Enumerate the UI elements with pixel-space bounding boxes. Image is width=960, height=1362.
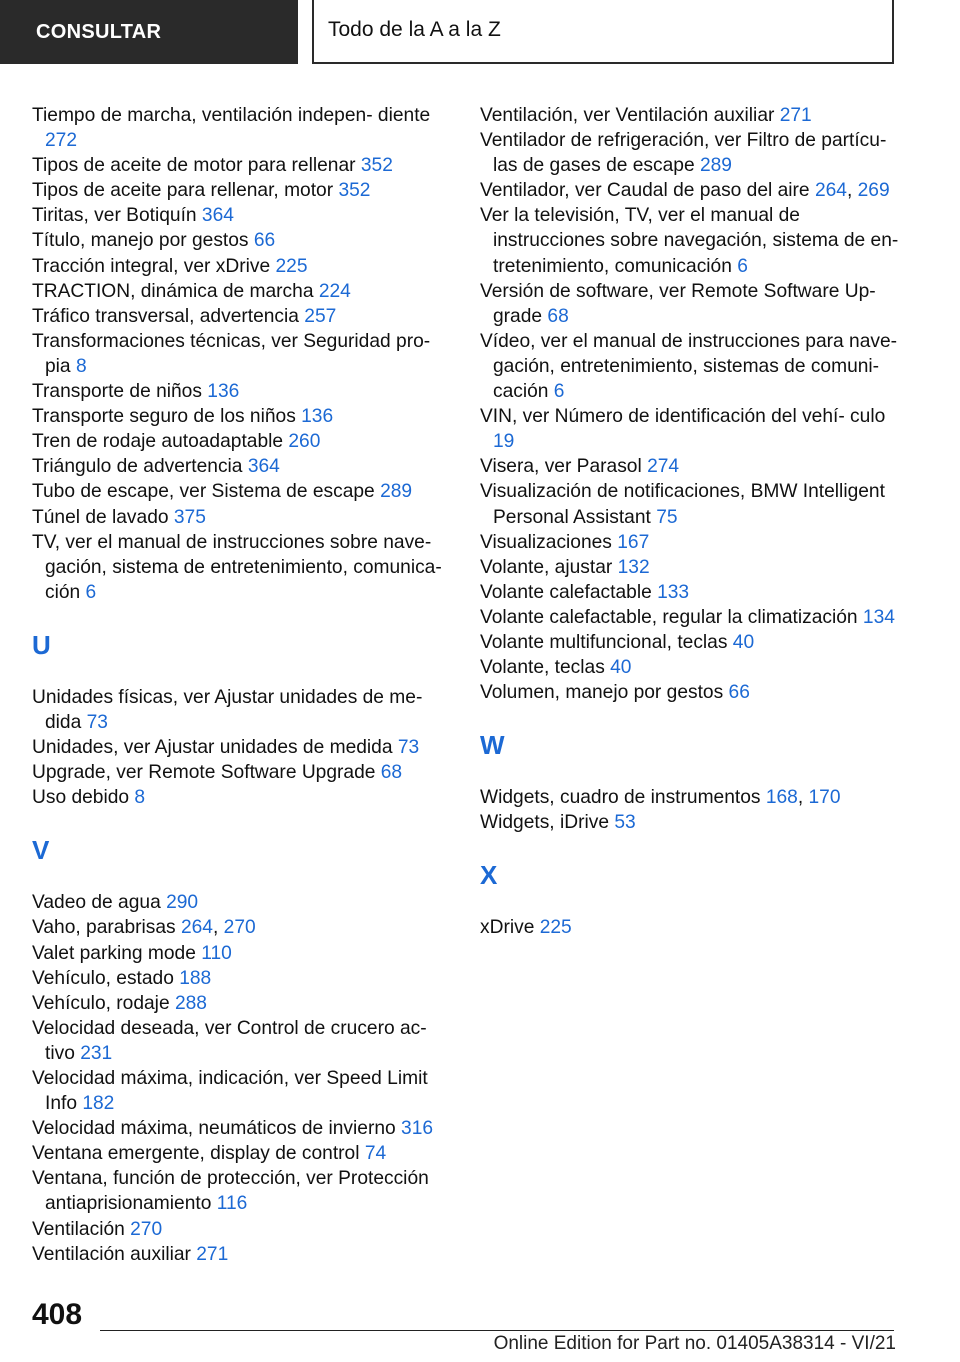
index-term: Tipos de aceite para rellenar, motor — [32, 180, 339, 202]
page-reference-link[interactable]: 170 — [808, 787, 841, 809]
index-term: Tubo de escape, ver Sistema de escape — [32, 481, 381, 503]
index-term: Ventilador de refrigeración, ver Filtro de partícu‐ las de gases de escape — [480, 130, 887, 177]
index-term: Transporte de niños — [32, 381, 208, 403]
index-term: Vehículo, estado — [32, 967, 180, 989]
index-term: Tracción integral, ver xDrive — [32, 255, 276, 277]
page-reference-link[interactable]: 364 — [201, 205, 234, 227]
page-reference-link[interactable]: 136 — [207, 381, 240, 403]
index-term: Versión de software, ver Remote Software Up‐ grade — [480, 280, 876, 327]
page-reference-link[interactable]: 272 — [45, 130, 78, 152]
page-reference-link[interactable]: 132 — [617, 556, 650, 578]
index-letter-heading: X — [480, 860, 498, 891]
index-term: Tráfico transversal, advertencia — [32, 305, 305, 327]
index-term: Volante, ajustar — [480, 556, 618, 578]
index-entry — [32, 735, 452, 760]
index-entry — [480, 203, 910, 278]
index-term: Velocidad máxima, neumáticos de invierno — [32, 1118, 402, 1140]
index-column-left — [32, 103, 452, 1267]
page-reference-link[interactable]: 75 — [656, 506, 678, 528]
index-entry — [480, 580, 910, 605]
index-entry — [32, 1016, 452, 1066]
page-reference-link[interactable]: 68 — [547, 305, 569, 327]
page-reference-link[interactable]: 269 — [857, 180, 890, 202]
index-term: Transformaciones técnicas, ver Seguridad pro‐ pia — [32, 330, 431, 377]
page-reference-link[interactable]: 19 — [493, 431, 515, 453]
page-number: 408 — [32, 1298, 83, 1331]
page-reference-link[interactable]: 274 — [647, 456, 680, 478]
index-term: Visera, ver Parasol — [480, 456, 648, 478]
index-term: Transporte seguro de los niños — [32, 406, 302, 428]
index-term: Volumen, manejo por gestos — [480, 682, 729, 704]
index-entry — [480, 329, 910, 404]
index-term: Túnel de lavado — [32, 506, 174, 528]
index-entry — [480, 605, 910, 630]
page-reference-link[interactable]: 375 — [173, 506, 206, 528]
index-entry — [32, 966, 452, 991]
index-entry — [480, 454, 910, 479]
index-entry — [480, 630, 910, 655]
index-term: Volante calefactable, regular la climatización — [480, 606, 863, 628]
index-term: Título, manejo por gestos — [32, 230, 254, 252]
index-term: Ventana emergente, display de control — [32, 1143, 365, 1165]
index-entry — [32, 454, 452, 479]
index-entry — [32, 685, 452, 735]
index-entry — [480, 479, 910, 529]
index-letter-heading: W — [480, 730, 505, 761]
index-entry — [480, 555, 910, 580]
section-tab: CONSULTAR — [0, 0, 298, 64]
page-reference-link[interactable]: 257 — [304, 305, 337, 327]
page-reference-link[interactable]: 271 — [196, 1243, 229, 1265]
index-entry — [32, 1166, 452, 1216]
page-reference-link[interactable]: 66 — [253, 230, 276, 252]
index-term: Volante, teclas — [480, 657, 611, 679]
page-reference-link[interactable]: 167 — [617, 531, 650, 553]
footer-divider — [100, 1330, 894, 1331]
index-term: Tiempo de marcha, ventilación indepen‐ diente — [32, 105, 431, 126]
index-term: Ventana, función de protección, ver Protección antiaprisionamiento — [32, 1168, 429, 1215]
index-term: VIN, ver Número de identificación del vehí‐ culo — [480, 406, 886, 428]
page-reference-link[interactable]: 225 — [275, 255, 308, 277]
index-entry — [480, 279, 910, 329]
page-reference-link[interactable]: 260 — [288, 431, 321, 453]
page-reference-link[interactable]: 288 — [174, 992, 207, 1014]
index-entry — [480, 103, 910, 128]
index-entry — [32, 404, 452, 429]
index-entry — [32, 279, 452, 304]
page-reference-link[interactable]: 270 — [223, 917, 256, 939]
page-reference-link[interactable]: 364 — [247, 456, 280, 478]
index-entry — [32, 530, 452, 605]
index-term: Ver la televisión, TV, ver el manual de instrucciones sobre navegación, sistema de en‐ tretenimiento, comunicación — [480, 205, 899, 277]
index-entry — [32, 890, 452, 915]
index-term: Tiritas, ver Botiquín — [32, 205, 202, 227]
page-reference-link[interactable]: 74 — [364, 1143, 387, 1165]
page-reference-link[interactable]: 270 — [130, 1218, 163, 1240]
page-reference-link[interactable]: 231 — [80, 1042, 113, 1064]
index-entry — [480, 655, 910, 680]
page-reference-link[interactable]: 40 — [732, 631, 755, 653]
index-letter-heading: V — [32, 835, 50, 866]
index-entry — [32, 1066, 452, 1116]
index-entry — [32, 103, 452, 153]
index-entry — [480, 680, 910, 705]
page-reference-link[interactable]: 264 — [814, 180, 847, 202]
page-reference-link[interactable]: 68 — [380, 762, 403, 784]
index-term: Upgrade, ver Remote Software Upgrade — [32, 762, 381, 784]
index-entry — [32, 304, 452, 329]
page-reference-link[interactable]: 73 — [86, 711, 108, 733]
page-reference-link[interactable]: 271 — [779, 105, 812, 126]
index-entry: Widgets, cuadro de instrumentos 168, 170 — [480, 787, 841, 809]
index-term: Unidades, ver Ajustar unidades de medida — [32, 737, 398, 759]
index-entry — [32, 505, 452, 530]
index-entry — [32, 329, 452, 379]
index-entry — [32, 203, 452, 228]
index-entry: Vaho, parabrisas 264, 270 — [32, 917, 256, 939]
page-reference-link[interactable]: 134 — [862, 606, 895, 628]
index-entry — [480, 915, 910, 940]
index-term: Ventilación auxiliar — [32, 1243, 197, 1265]
page-reference-link[interactable]: 6 — [553, 381, 565, 403]
index-entry — [32, 228, 452, 253]
index-term: Widgets, cuadro de instrumentos — [480, 787, 766, 809]
index-entry — [32, 1141, 452, 1166]
page-reference-link[interactable]: 289 — [699, 155, 732, 177]
page-reference-link[interactable]: 188 — [179, 967, 212, 989]
index-term: TV, ver el manual de instrucciones sobre nave‐ gación, sistema de entretenimiento, comunica‐ ción — [32, 531, 442, 603]
index-entry — [32, 1242, 452, 1267]
index-term: Ventilación, ver Ventilación auxiliar — [480, 105, 780, 126]
index-term: Ventilación — [32, 1218, 131, 1240]
index-entry — [32, 785, 452, 810]
index-entry — [32, 178, 452, 203]
index-entry — [32, 1217, 452, 1242]
index-entry — [480, 128, 910, 178]
index-term: Volante multifuncional, teclas — [480, 631, 733, 653]
page-header — [0, 0, 960, 66]
index-entry — [32, 991, 452, 1016]
index-term: Triángulo de advertencia — [32, 456, 248, 478]
page-reference-link[interactable]: 73 — [397, 737, 420, 759]
page-reference-link[interactable]: 66 — [728, 682, 750, 704]
index-term: Vadeo de agua — [32, 892, 167, 914]
page-reference-link[interactable]: 182 — [82, 1093, 115, 1115]
page-reference-link[interactable]: 352 — [360, 155, 393, 177]
index-term: Visualizaciones — [480, 531, 618, 553]
page-reference-link[interactable]: 116 — [216, 1193, 248, 1215]
page-reference-link[interactable]: 225 — [539, 917, 572, 939]
index-term: Vehículo, rodaje — [32, 992, 175, 1014]
chapter-title: Todo de la A a la Z — [312, 0, 894, 64]
index-term: Volante calefactable — [480, 581, 658, 603]
index-term: TRACTION, dinámica de marcha — [32, 280, 319, 302]
index-entry — [32, 379, 452, 404]
index-term: Velocidad máxima, indicación, ver Speed Limit Info — [32, 1068, 428, 1115]
edition-note: Online Edition for Part no. 01405A38314 - VI/21 — [493, 1333, 896, 1354]
index-term: Vídeo, ver el manual de instrucciones para nave‐ gación, entretenimiento, sistemas de comuni‐ cación — [480, 330, 898, 403]
page-reference-link[interactable]: 168 — [765, 787, 798, 809]
index-term: Unidades físicas, ver Ajustar unidades de me‐ dida — [32, 686, 423, 733]
index-term: xDrive — [480, 917, 540, 939]
page-reference-link[interactable]: 6 — [85, 581, 97, 603]
page-reference-link[interactable]: 264 — [180, 917, 213, 939]
page-reference-link[interactable]: 8 — [75, 355, 87, 377]
page-reference-link[interactable]: 136 — [301, 406, 334, 428]
index-term: Ventilador, ver Caudal de paso del aire — [480, 180, 815, 202]
index-entry — [480, 530, 910, 555]
index-entry: Ventilador, ver Caudal de paso del aire 264, 269 — [480, 180, 890, 202]
page-reference-link[interactable]: 316 — [401, 1118, 434, 1140]
index-column-right — [480, 103, 910, 941]
page-reference-link[interactable]: 53 — [614, 812, 636, 834]
index-letter-heading: U — [32, 629, 51, 660]
index-entry — [32, 429, 452, 454]
index-term: Vaho, parabrisas — [32, 917, 181, 939]
index-term: Widgets, iDrive — [480, 812, 615, 834]
index-term: Tipos de aceite de motor para rellenar — [32, 155, 361, 177]
index-term: Valet parking mode — [32, 942, 202, 964]
index-entry — [32, 254, 452, 279]
index-entry — [480, 404, 910, 454]
page-reference-link[interactable]: 289 — [380, 481, 413, 503]
page-reference-link[interactable]: 352 — [338, 180, 371, 202]
index-term: Visualización de notificaciones, BMW Intelligent Personal Assistant — [480, 481, 885, 528]
index-term: Velocidad deseada, ver Control de crucero ac‐ tivo — [32, 1017, 427, 1064]
page-reference-link[interactable]: 133 — [657, 581, 690, 603]
page-reference-link[interactable]: 8 — [134, 787, 146, 809]
index-term: Uso debido — [32, 787, 135, 809]
page-reference-link[interactable]: 224 — [318, 280, 351, 302]
page-reference-link[interactable]: 110 — [201, 942, 232, 964]
index-entry — [32, 479, 452, 504]
index-entry — [480, 810, 910, 835]
index-entry — [32, 153, 452, 178]
page-reference-link[interactable]: 40 — [610, 657, 632, 679]
index-entry — [32, 760, 452, 785]
index-entry — [32, 941, 452, 966]
index-term: Tren de rodaje autoadaptable — [32, 431, 289, 453]
page-reference-link[interactable]: 6 — [737, 255, 748, 277]
page-reference-link[interactable]: 290 — [166, 892, 199, 914]
index-entry — [32, 1116, 452, 1141]
